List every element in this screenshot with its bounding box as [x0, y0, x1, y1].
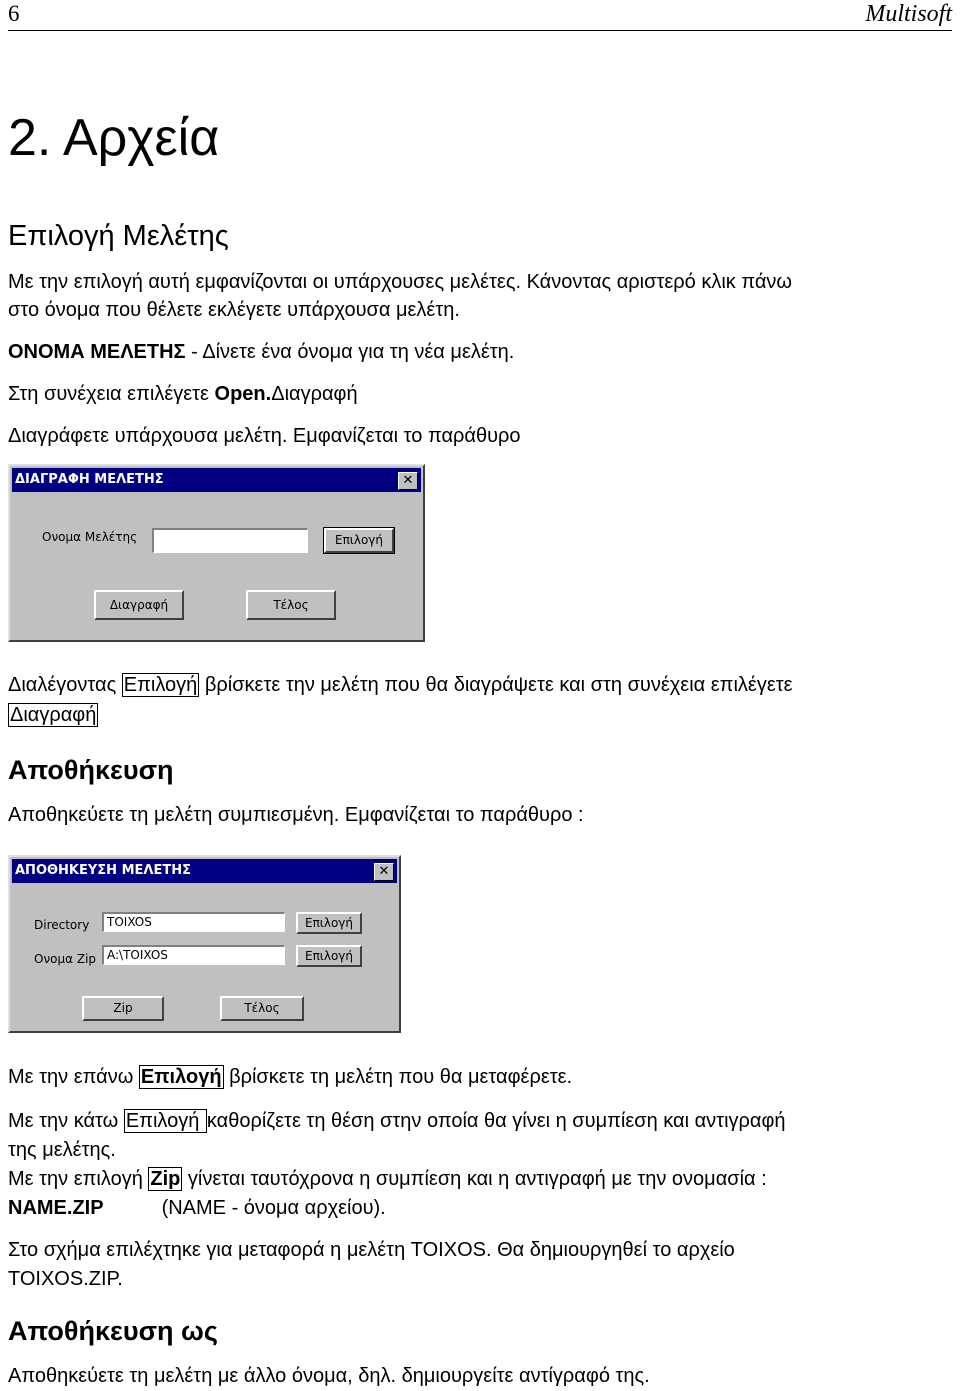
page-number: 6	[8, 1, 20, 26]
paragraph-line: Με την επιλογή Zip γίνεται ταυτόχρονα η συμπίεση και η αντιγραφή με την ονομασία :	[8, 1168, 767, 1190]
paragraph-line: ΟΝΟΜΑ ΜΕΛΕΤΗΣ - Δίνετε ένα όνομα για τη νέα μελέτη.	[8, 341, 515, 363]
directory-label: Directory	[34, 918, 90, 932]
zip-name-input[interactable]: A:\TOIXOS	[102, 945, 285, 965]
section-heading-select-study: Επιλογή Μελέτης	[8, 220, 229, 252]
paragraph-line	[8, 701, 98, 730]
boxed-term: Επιλογή	[140, 1066, 222, 1088]
select-zip-button[interactable]: Επιλογή	[296, 945, 362, 967]
study-name-label: Ονομα Μελέτης	[42, 530, 138, 544]
paragraph-line: της μελέτης.	[8, 1139, 116, 1161]
dialog-title: ΔΙΑΓΡΑΦΗ ΜΕΛΕΤΗΣ	[15, 472, 164, 487]
save-study-dialog	[8, 855, 401, 1033]
bold-term: Open.	[214, 383, 272, 405]
paragraph-line: Αποθηκεύετε τη μελέτη συμπιεσμένη. Εμφανίζεται το παράθυρο :	[8, 804, 584, 826]
section-heading-save: Αποθήκευση	[8, 755, 174, 785]
paragraph-line: Διαγράφετε υπάρχουσα μελέτη. Εμφανίζεται το παράθυρο	[8, 425, 521, 447]
bold-term: ΟΝΟΜΑ ΜΕΛΕΤΗΣ	[8, 341, 186, 363]
close-icon[interactable]: ✕	[398, 472, 418, 490]
boxed-term: Επιλογή	[125, 1110, 205, 1132]
boxed-term: Zip	[150, 1168, 181, 1190]
section-heading-save-as: Αποθήκευση ως	[8, 1316, 218, 1346]
directory-input[interactable]: TOIXOS	[102, 912, 285, 932]
paragraph-line: Με την κάτω Επιλογή καθορίζετε τη θέση στην οποία θα γίνει η συμπίεση και αντιγραφή	[8, 1110, 786, 1132]
bold-term: NAME.ZIP	[8, 1197, 104, 1219]
end-button[interactable]: Τέλος	[246, 590, 336, 620]
chapter-title: 2. Αρχεία	[8, 109, 220, 167]
delete-button[interactable]: Διαγραφή	[94, 590, 184, 620]
dialog-title-bar	[12, 859, 397, 883]
brand-name: Multisoft	[865, 1, 952, 27]
study-name-input[interactable]	[152, 528, 308, 553]
close-icon[interactable]: ✕	[374, 863, 394, 881]
select-directory-button[interactable]: Επιλογή	[296, 912, 362, 934]
delete-study-dialog	[8, 464, 425, 642]
paragraph-line: Αποθηκεύετε τη μελέτη με άλλο όνομα, δηλ. δημιουργείτε αντίγραφό της.	[8, 1365, 650, 1387]
paragraph-line: Με την επάνω Επιλογή βρίσκετε τη μελέτη που θα μεταφέρετε.	[8, 1066, 573, 1088]
zip-button[interactable]: Zip	[82, 996, 164, 1021]
dialog-title-bar	[12, 468, 421, 492]
boxed-term: Διαγραφή	[10, 704, 97, 726]
zip-name-label: Ονομα Zip	[34, 952, 97, 966]
end-button[interactable]: Τέλος	[220, 996, 304, 1021]
select-button[interactable]: Επιλογή	[324, 528, 394, 553]
paragraph-line: Διαλέγοντας Επιλογή βρίσκετε την μελέτη που θα διαγράψετε και στη συνέχεια επιλέγετε	[8, 674, 793, 696]
dialog-title: ΑΠΟΘΗΚΕΥΣΗ ΜΕΛΕΤΗΣ	[15, 863, 191, 878]
paragraph-line: Στη συνέχεια επιλέγετε Open.Διαγραφή	[8, 383, 358, 405]
boxed-term: Επιλογή	[123, 674, 198, 696]
paragraph-line: NAME.ZIP (NAME - όνομα αρχείου).	[8, 1197, 386, 1219]
paragraph-line: στο όνομα που θέλετε εκλέγετε υπάρχουσα μελέτη.	[8, 299, 460, 321]
paragraph-line: TOIXOS.ZIP.	[8, 1268, 123, 1290]
page-header	[8, 0, 952, 31]
paragraph-line: Με την επιλογή αυτή εμφανίζονται οι υπάρχουσες μελέτες. Κάνοντας αριστερό κλικ πάνω	[8, 271, 793, 293]
paragraph-line: Στο σχήμα επιλέχτηκε για μεταφορά η μελέτη TOIXOS. Θα δημιουργηθεί το αρχείο	[8, 1239, 735, 1261]
